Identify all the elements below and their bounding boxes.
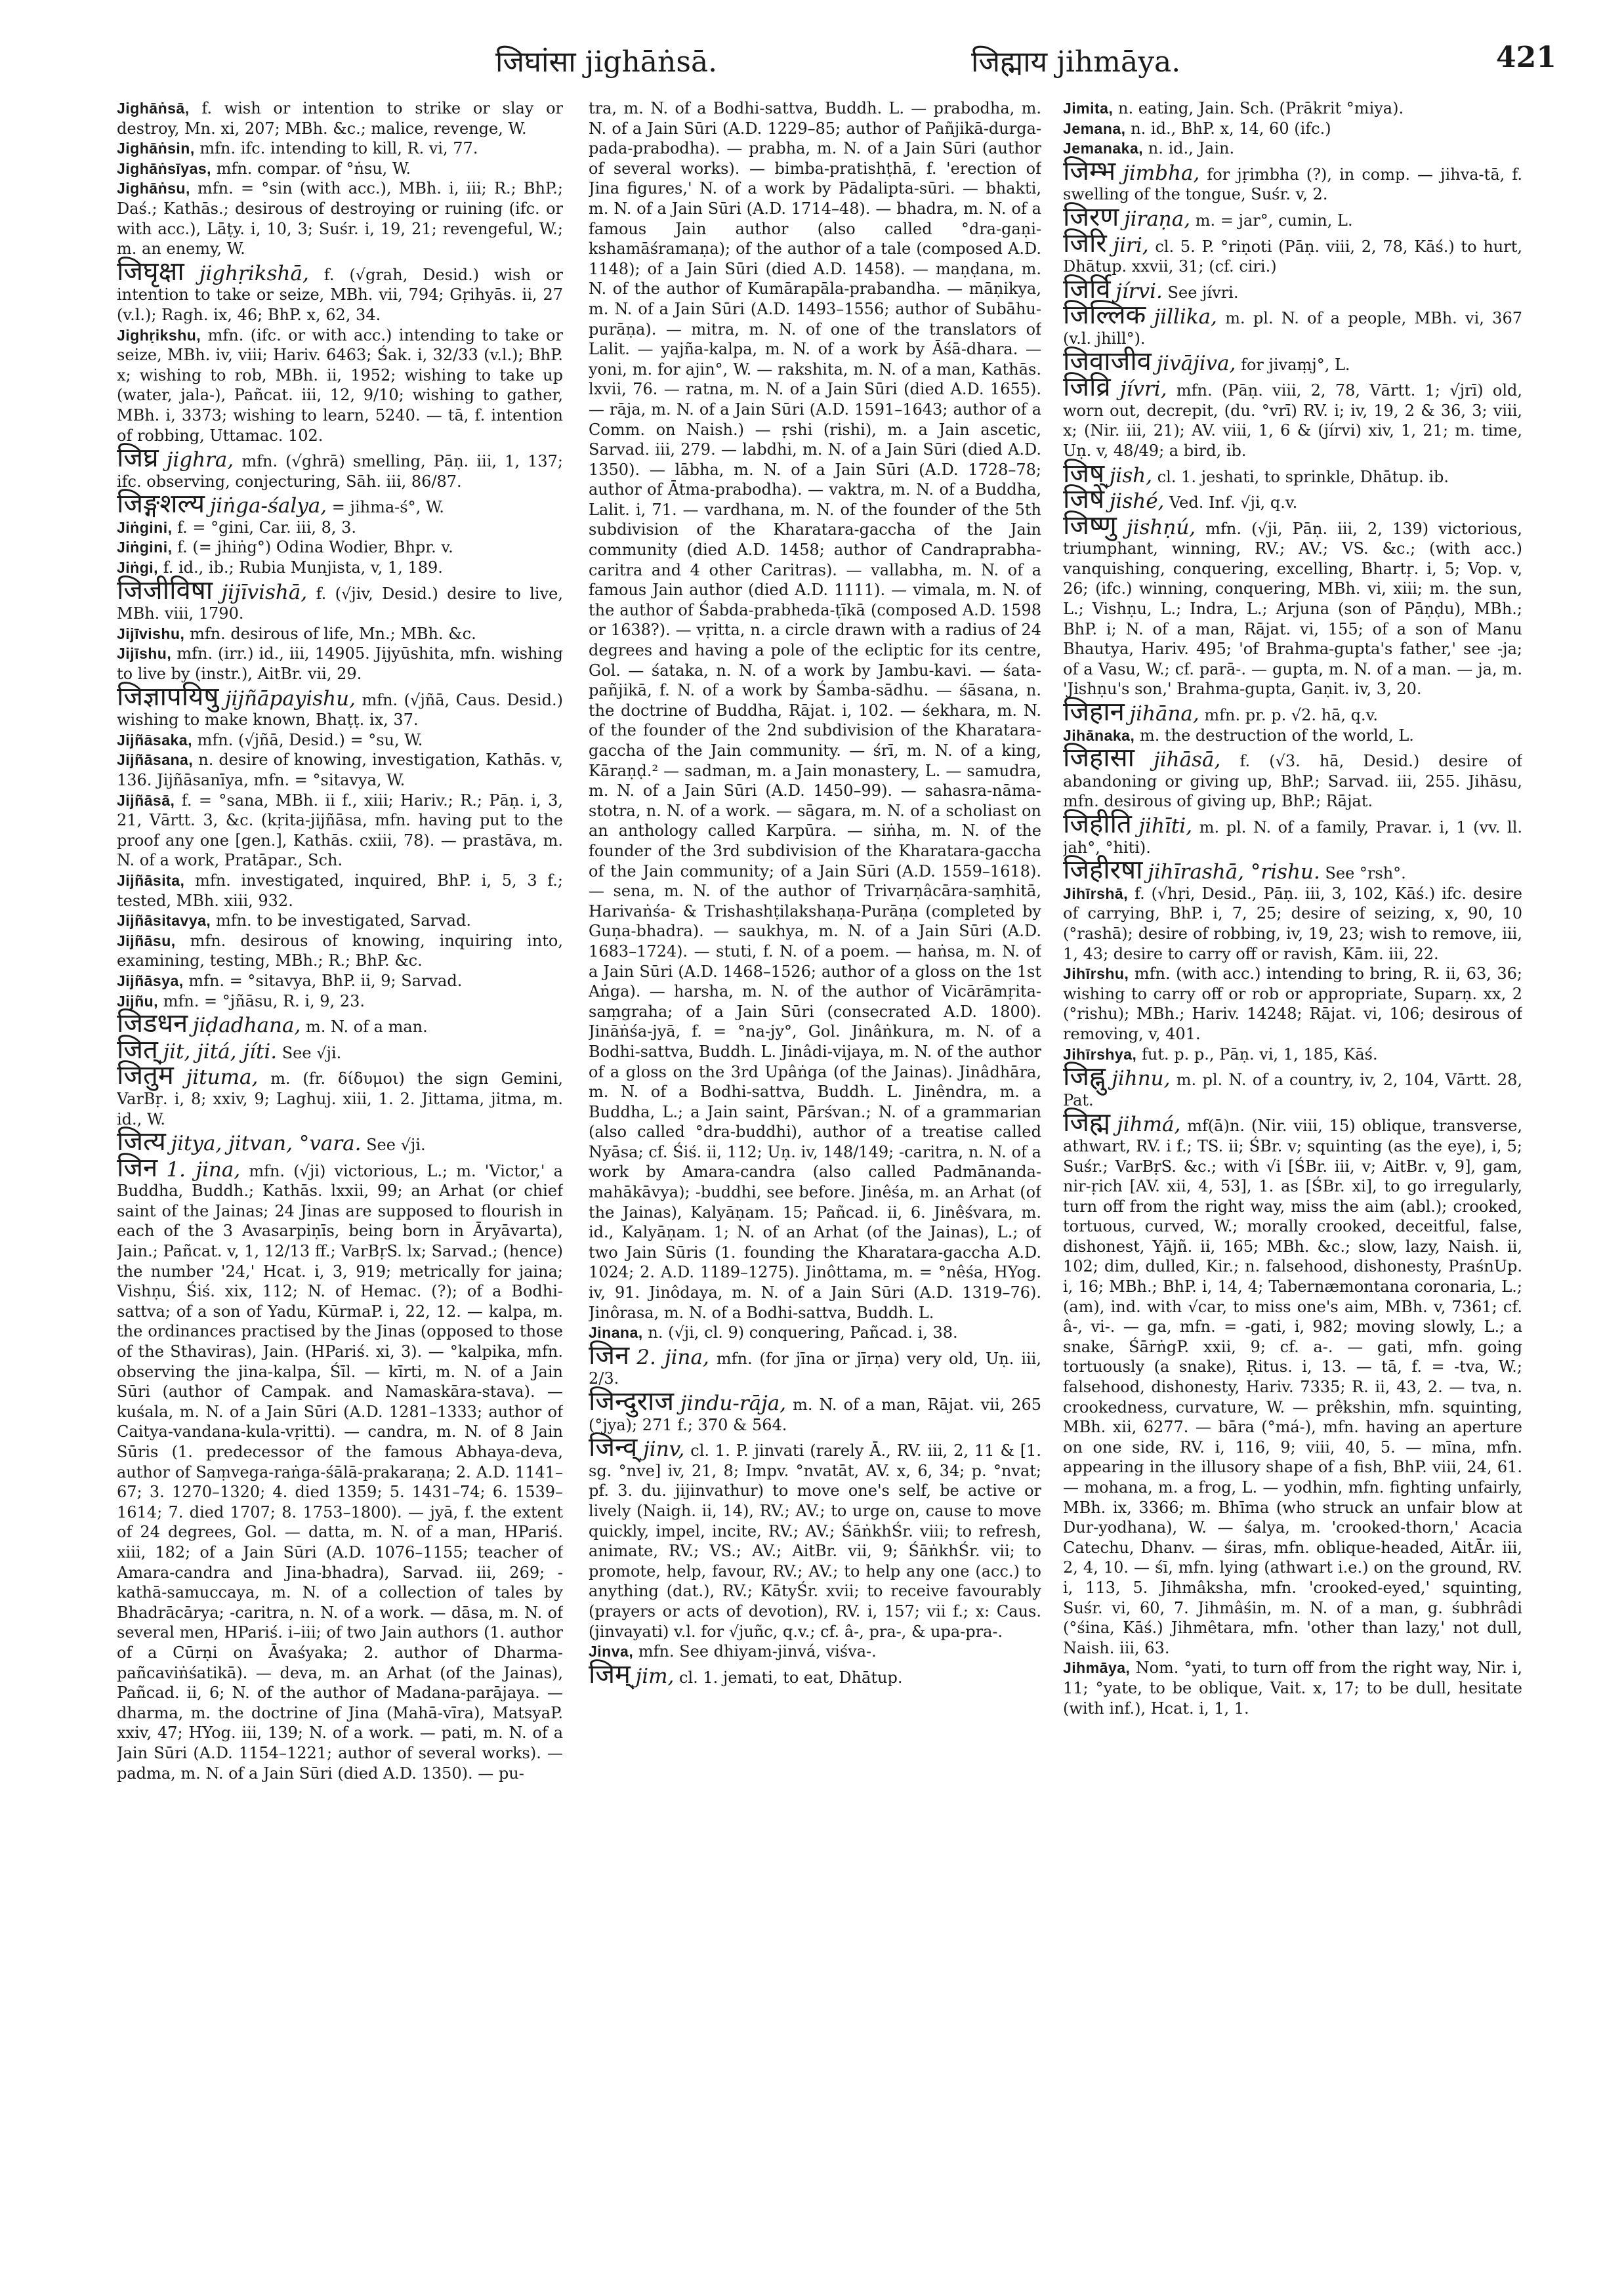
devanagari-headword: जिघृक्षा — [117, 256, 184, 287]
romanized-headword: jillika, — [1154, 305, 1217, 329]
header-center-catchword: जिह्माय jihmāya. — [971, 45, 1181, 79]
subentry-headword: Jijñāsaka, — [117, 731, 192, 749]
romanized-headword: jiḍadhana, — [192, 1014, 301, 1038]
entry-definition: cl. 1. jeshati, to sprinkle, Dhātup. ib. — [1152, 467, 1449, 486]
entry-definition: mfn. (Pāṇ. viii, 2, 78, Vārtt. 1; √jrī) old, worn out, decrepit, (du. °vrī) RV. i; iv, 19, 2 & 36, 3; viii, x; (Nir. iii, 21); AV. viii, 1, 6 & (jírvi) xiv, 1, 21; m. time, Uṇ. v, 48/49; a bird, ib. — [1063, 381, 1522, 460]
subentry-headword: Jighāṅsīyas, — [117, 159, 212, 177]
dictionary-entry — [1063, 745, 1522, 812]
entry-definition: m. N. of a man, Rājat. vii, 265 (°jya); 271 f.; 370 & 564. — [589, 1396, 1041, 1434]
subentry-headword: Jihmāya, — [1063, 1659, 1131, 1677]
devanagari-headword: जिन — [589, 1340, 630, 1371]
devanagari-headword: जिष् — [1063, 458, 1105, 489]
entry-definition: = jihma-ś°, W. — [327, 498, 444, 517]
subentry-headword: Jijīvishu, — [117, 625, 185, 642]
dictionary-entry — [589, 1642, 1041, 1662]
romanized-headword: jiṅga-śalya, — [209, 494, 327, 518]
devanagari-headword: जिहीति — [1063, 809, 1132, 839]
entry-definition: cl. 1. jemati, to eat, Dhātup. — [674, 1668, 903, 1687]
romanized-headword: 1. jina, — [166, 1157, 241, 1182]
dictionary-entry — [1063, 855, 1522, 886]
entry-definition: mfn. to be investigated, Sarvad. — [211, 911, 471, 930]
entry-definition: f. (√grah, Desid.) wish or intention to take or seize, MBh. vii, 794; Gṛihyās. ii, 27 (v.l.); Ragh. ix, 46; BhP. x, 62, 34. — [117, 265, 563, 324]
romanized-headword: jituma, — [186, 1065, 259, 1090]
dictionary-entry — [117, 98, 563, 138]
devanagari-headword: जिष्णु — [1063, 510, 1117, 541]
dictionary-entry — [1063, 372, 1522, 461]
entry-definition: n. (√ji, cl. 9) conquering, Pañcad. i, 38. — [642, 1323, 958, 1342]
entry-definition: mfn. (ifc. or with acc.) intending to take or seize, MBh. iv, viii; Hariv. 6463; Śak. i, 32/33 (v.l.); BhP. x; wishing to rob, MBh. ii, 1952; wishing to take up (water, jala-), Pañcat. iii, 12, 9/10; wishing to gather, MBh. i, 3373; wishing to learn, 5240. — tā, f. intention of robbing, Uttamac. 102. — [117, 325, 563, 445]
dictionary-entry — [1063, 138, 1522, 159]
entry-definition: f. wish or intention to strike or slay or destroy, Mn. xi, 207; MBh. &c.; malice, revenge, W. — [117, 99, 563, 138]
devanagari-headword: जिरि — [1063, 228, 1107, 258]
dictionary-entry — [117, 325, 563, 446]
subentry-headword: Jijñāsita, — [117, 871, 185, 889]
entry-definition: n. eating, Jain. Sch. (Prākrit °miya). — [1113, 99, 1404, 117]
entry-definition: f. (√3. hā, Desid.) desire of abandoning or giving up, BhP.; Sarvad. iii, 255. Jihāsu, mfn. desirous of giving up, BhP.; Rājat. — [1063, 752, 1522, 811]
subentry-headword: Jemana, — [1063, 119, 1126, 137]
romanized-headword: jihnu, — [1112, 1067, 1171, 1091]
dictionary-entry — [117, 624, 563, 644]
entry-definition: mfn. investigated, inquired, BhP. i, 5, 3 f.; tested, MBh. xiii, 932. — [117, 871, 563, 910]
dictionary-entry — [117, 971, 563, 991]
dictionary-entry — [117, 1060, 563, 1129]
page-number: 421 — [1496, 41, 1556, 74]
subentry-headword: Jinva, — [589, 1643, 634, 1661]
dictionary-entry — [117, 1008, 563, 1039]
dictionary-entry — [1063, 119, 1522, 139]
entry-definition: See √ji. — [361, 1136, 426, 1155]
dictionary-entry — [1063, 98, 1522, 119]
subentry-headword: Jimita, — [1063, 100, 1114, 117]
entry-definition: m. N. of a man. — [301, 1018, 428, 1037]
devanagari-headword: जित्य — [117, 1127, 166, 1157]
devanagari-headword: जिषे — [1063, 484, 1105, 515]
dictionary-entry — [117, 1034, 563, 1065]
romanized-headword: jishṇú, — [1126, 515, 1196, 539]
subentry-headword: Jighāṅsin, — [117, 140, 195, 157]
devanagari-headword: जिरण — [1063, 201, 1119, 232]
column-3 — [1063, 98, 1522, 2249]
dictionary-entry — [117, 518, 563, 538]
column-1 — [117, 98, 563, 2249]
devanagari-headword: जिजीविषा — [117, 575, 213, 606]
dictionary-entry — [1063, 228, 1522, 277]
entry-definition: m. pl. N. of a people, MBh. vi, 367 (v.l. jhill°). — [1063, 309, 1522, 348]
dictionary-entry — [589, 1659, 1041, 1689]
romanized-headword: jijñāpayishu, — [224, 686, 356, 711]
entry-definition: mfn. (irr.) id., iii, 14905. Jijyūshita, mfn. wishing to live by (instr.), AitBr. vii, 29. — [117, 644, 563, 684]
dictionary-entry — [117, 1129, 563, 1155]
devanagari-headword: जिडधन — [117, 1008, 188, 1039]
devanagari-headword: जित् — [117, 1034, 158, 1065]
entry-definition: m. = jar°, cumin, L. — [1190, 211, 1353, 230]
subentry-headword: Jighāṅsā, — [117, 100, 190, 117]
subentry-headword: Jijñāsitavya, — [117, 912, 211, 930]
subentry-headword: Jighṛikshu, — [117, 326, 201, 344]
devanagari-headword: जिहासा — [1063, 743, 1135, 774]
subentry-headword: Jihīrshā, — [1063, 884, 1129, 902]
romanized-headword: jírvi. — [1115, 279, 1163, 303]
devanagari-headword: जिघ्र — [117, 443, 159, 474]
dictionary-entry — [1063, 1107, 1522, 1658]
dictionary-entry — [117, 931, 563, 971]
romanized-headword: jihīrashā, °rishu. — [1148, 860, 1320, 884]
entry-definition: for jivaṃj°, L. — [1236, 355, 1350, 374]
dictionary-entry — [1063, 274, 1522, 304]
dictionary-entry — [117, 159, 563, 179]
dictionary-entry — [1063, 510, 1522, 699]
dictionary-entry — [589, 1386, 1041, 1435]
dictionary-entry — [117, 681, 563, 730]
dictionary-entry — [117, 1152, 563, 1783]
dictionary-entry — [1063, 484, 1522, 515]
dictionary-entry — [589, 98, 1041, 1323]
devanagari-headword: जितुम — [117, 1060, 174, 1091]
subentry-headword: Jijñāsu, — [117, 932, 176, 949]
dictionary-entry — [117, 871, 563, 911]
devanagari-headword: जिज्ञापयिषु — [117, 681, 219, 712]
devanagari-headword: जिर्वि — [1063, 274, 1111, 304]
entry-definition: m. pl. N. of a family, Pravar. i, 1 (vv. ll. jah°, °hiti). — [1063, 818, 1522, 857]
dictionary-entry — [589, 1432, 1041, 1642]
entry-definition: f. = °sana, MBh. ii f., xiii; Hariv.; R.; Pāṇ. i, 3, 21, Vārtt. 3, &c. (kṛita-jijñāsa, mfn. having put to the proof any one [gen.], Kathās. cxiii, 78). — prastāva, m. N. of a work, Pratāpar., Sch. — [117, 791, 563, 870]
devanagari-headword: जिहीरषा — [1063, 855, 1143, 886]
entry-definition: mfn. (√ji) victorious, L.; m. 'Victor,' a Buddha, Buddh.; Kathās. lxxii, 99; an Arhat (or chief saint of the Jainas; 24 Jinas are supposed to flourish in each of the 3 Avasarpiṇīs, being born in Āryāvarta), Jain.; Pañcat. v, 1, 12/13 ff.; VarBṛS. lx; Sarvad.; (hence) the number '24,' Hcat. i, 3, 919; metrically for jaina; Vishṇu, Śiś. xix, 112; N. of Hemac. (?); of a Bodhi-sattva; of a son of Yadu, KūrmaP. i, 22, 12. — kalpa, m. the ordinances practised by the Jinas (opposed to those of the Sthaviras), Jain. (HPariś. xi, 3). — °kalpika, mfn. observing the jina-kalpa, Śīl. — kīrti, m. N. of a Jain Sūri (author of Campak. and Namaskāra-stava). — kuśala, m. N. of a Jain Sūri (A.D. 1281–1333; author of Caitya-vandana-kula-vṛitti). — candra, m. N. of 8 Jain Sūris (1. predecessor of the famous Abhaya-deva, author of Saṃvega-raṅga-śālā-prakaraṇa; 2. A.D. 1141–67; 3. 1270–1320; 4. died 1359; 5. 1431–74; 6. 1539–1614; 7. died 1707; 8. 1753–1800). — jyā, f. the extent of 24 degrees, Gol. — datta, m. N. of a man, HPariś. xiii, 182; of a Jain Sūri (A.D. 1076–1155; teacher of Amara-candra and Jina-bhadra), Sarvad. iii, 269; -kathā-samuccaya, m. N. of a collection of tales by Bhadrācārya; -caritra, n. N. of a work. — dāsa, m. N. of several men, HPariś. i–iii; of two Jain authors (1. author of a Cūrṇi on Āvaśyaka; 2. author of Dharma-pañcaviṅśatikā). — deva, m. an Arhat (of the Jainas), Pañcad. ii, 6; N. of the author of Madana-parājaya. — dharma, m. the doctrine of Jina (Mahā-vīra), MatsyaP. xxiv, 47; HYog. iii, 139; N. of a work. — pati, m. N. of a Jain Sūri (A.D. 1154–1221; author of several works). — padma, m. N. of a Jain Sūri (died A.D. 1350). — pu- — [117, 1161, 563, 1783]
romanized-headword: jihāna, — [1129, 702, 1199, 726]
romanized-headword: jimbha, — [1123, 161, 1200, 185]
dictionary-entry — [589, 1340, 1041, 1389]
entry-definition: f. = °gini, Car. iii, 8, 3. — [172, 518, 357, 537]
romanized-headword: jishé, — [1109, 489, 1165, 514]
entry-definition: mfn. (√jñā, Desid.) = °su, W. — [192, 730, 423, 749]
entry-definition: cl. 5. P. °riṇoti (Pāṇ. viii, 2, 78, Kāś.) to hurt, Dhātup. xxvii, 31; (cf. ciri.) — [1063, 237, 1522, 276]
entry-definition: mfn. (√jñā, Caus. Desid.) wishing to make known, Bhaṭṭ. ix, 37. — [117, 690, 563, 730]
entry-definition: n. id., Jain. — [1143, 139, 1235, 158]
romanized-headword: jit, jitá, jíti. — [163, 1039, 278, 1064]
entry-definition: fut. p. p., Pāṇ. vi, 1, 185, Kāś. — [1136, 1044, 1378, 1064]
romanized-headword: jivājiva, — [1156, 351, 1236, 375]
dictionary-entry — [117, 138, 563, 159]
entry-definition: mfn. See dhiyam-jinvá, viśva-. — [633, 1642, 877, 1661]
dictionary-entry — [589, 1323, 1041, 1343]
romanized-headword: jinv, — [643, 1437, 685, 1462]
romanized-headword: jihāsā, — [1154, 748, 1221, 772]
dictionary-entry — [1063, 346, 1522, 377]
romanized-headword: jihmá, — [1117, 1113, 1181, 1137]
entry-definition: See √ji. — [277, 1043, 342, 1062]
entry-definition: mfn. (√ji, Pāṇ. iii, 2, 139) victorious, triumphant, winning, RV.; AV.; VS. &c.; (with acc.) vanquishing, conquering, excelling, Bhartṛ. i, 5; Vop. v, 26; (ifc.) winning, conquering, MBh. vi, xiii; m. the sun, L.; Vishṇu, L.; Indra, L.; Arjuna (son of Pāṇḍu), MBh.; BhP. i; N. of a man, Rājat. vi, 155; of a son of Manu Bhautya, Hariv. 495; 'of Brahma-gupta's father,' see -ja; of a Vasu, W.; cf. parā-. — gupta, m. N. of a man. — ja, m. 'Jishṇu's son,' Brahma-gupta, Gaṇit. iv, 3, 20. — [1063, 519, 1522, 699]
entry-definition: for jṛimbha (?), in comp. — jihva-tā, f. swelling of the tongue, Suśr. v, 2. — [1063, 165, 1522, 204]
dictionary-entry — [1063, 201, 1522, 232]
entry-definition: mfn. compar. of °ṅsu, W. — [211, 159, 411, 178]
devanagari-headword: जिन्दुराज — [589, 1386, 675, 1416]
subentry-headword: Jiṅgini, — [117, 518, 173, 536]
subentry-headword: Jighāṅsu, — [117, 180, 190, 197]
dictionary-entry — [1063, 699, 1522, 726]
romanized-headword: jindu-rāja, — [680, 1392, 787, 1415]
subentry-headword: Jijñāsā, — [117, 791, 175, 809]
entry-definition: mfn. = °jñāsu, R. i, 9, 23. — [158, 991, 365, 1010]
dictionary-entry — [1063, 809, 1522, 858]
entry-definition: Ved. Inf. √ji, q.v. — [1164, 493, 1298, 512]
entry-definition: mfn. = °sin (with acc.), MBh. i, iii; R.; BhP.; Daś.; Kathās.; desirous of destroying or ruining (ifc. or with acc.), Lāṭy. i, 10, 3; Suśr. i, 19, 21; revengeful, W.; m. an enemy, W. — [117, 179, 563, 258]
entry-definition: n. desire of knowing, investigation, Kathās. v, 136. Jijñāsanīya, mfn. = °sitavya, W. — [117, 751, 563, 789]
subentry-headword: Jiṅgi, — [117, 559, 159, 577]
header-left-catchword: जिघांसा jighāṅsā. — [495, 45, 718, 79]
subentry-headword: Jinana, — [589, 1324, 643, 1342]
devanagari-headword: जिन्व् — [589, 1432, 638, 1463]
entry-definition: mfn. desirous of knowing, inquiring into, examining, testing, MBh.; R.; BhP. &c. — [117, 931, 563, 970]
entry-definition: mfn. = °sitavya, BhP. ii, 9; Sarvad. — [183, 971, 463, 990]
dictionary-entry — [117, 750, 563, 790]
dictionary-entry — [117, 911, 563, 931]
dictionary-entry — [117, 537, 563, 558]
entry-definition: mfn. (√ghrā) smelling, Pāṇ. iii, 1, 137; ifc. observing, conjecturing, Sāh. iii, 86/87. — [117, 452, 563, 491]
entry-definition: cl. 1. P. jinvati (rarely Ā., RV. iii, 2, 11 & [1. sg. °nve] iv, 21, 8; Impv. °nvatāt, AV. x, 6, 34; p. °nvat; pf. 3. du. jijinvathur) to move one's self, be active or lively (Naigh. ii, 14), RV.; AV.; to urge on, cause to move quickly, impel, incite, RV.; AV.; ŚāṅkhŚr. viii; to refresh, animate, RV.; VS.; AV.; AitBr. vii, 9; ŚāṅkhŚr. vii; to promote, help, favour, RV.; AV.; to help any one (acc.) to anything (dat.), RV.; KātyŚr. xvii; to receive favourably (prayers or acts of devotion), RV. i, 157; vii f.; x: Caus. (jinvayati) v.l. for √juñc, q.v.; cf. â-, pra-, & upa-pra-. — [589, 1441, 1041, 1641]
devanagari-headword: जिहान — [1063, 697, 1125, 728]
dictionary-entry — [1063, 964, 1522, 1044]
subentry-headword: Jemanaka, — [1063, 140, 1144, 157]
subentry-headword: Jihīrshya, — [1063, 1045, 1137, 1063]
dictionary-entry — [117, 445, 563, 491]
devanagari-headword: जिव्रि — [1063, 372, 1111, 403]
romanized-headword: jihīti, — [1138, 814, 1193, 838]
entry-definition: mf(ā)n. (Nir. viii, 15) oblique, transverse, athwart, RV. i f.; TS. ii; ŚBr. v; squinting (as the eye), i, 5; Suśr.; VarBṛS. &c.; with √i [ŚBr. iii, v; AitBr. v, 9], gam, nir-ṛich [AV. xii, 4, 53], 1. as [ŚBr. xi], to go irregularly, turn off from the right way, miss the aim (abl.); crooked, tortuous, curved, W.; morally crooked, deceitful, false, dishonest, Yājñ. ii, 165; MBh. &c.; slow, lazy, Naish. ii, 102; dim, dulled, Kir.; n. falsehood, dishonesty, PraśnUp. i, 16; MBh.; BhP. i, 14, 4; Tabernæmontana coronaria, L.; (am), ind. with √car, to miss one's aim, MBh. v, 7361; cf. â-, vi-. — ga, mfn. = -gati, i, 982; moving slowly, L.; a snake, ŚārṅgP. xxii, 9; cf. a-. — gati, mfn. going tortuously (a snake), Ṛitus. i, 13. — tā, f. = -tva, W.; falsehood, dishonesty, Hariv. 7335; R. ii, 43, 2. — tva, n. crookedness, curvature, W. — prêkshin, mfn. squinting, MBh. xii, 6277. — bāra (°má-), mfn. having an aperture on one side, RV. i, 116, 9; viii, 40, 5. — mīna, mfn. appearing in the illusory shape of a fish, BhP. viii, 24, 61. — mohana, m. a frog, L. — yodhin, mfn. fighting unfairly, MBh. ix, 3366; m. Bhīma (who struck an unfair blow at Dur-yodhana), W. — śalya, m. 'crooked-thorn,' Acacia Catechu, Dhanv. — śiras, mfn. oblique-headed, AitĀr. iii, 2, 4, 10. — śī, mfn. lying (athwart i.e.) on the ground, RV. i, 113, 5. Jihmâksha, mfn. 'crooked-eyed,' squinting, Suśr. vi, 60, 7. Jihmâśin, m. N. of a man, g. śubhrâdi (°śina, Kāś.) Jihmêtara, mfn. 'other than lazy,' not dull, Naish. iii, 63. — [1063, 1117, 1522, 1657]
devanagari-headword: जिम्भ — [1063, 155, 1116, 186]
entry-definition: Nom. °yati, to turn off from the right way, Nir. i, 11; °yate, to be oblique, Vait. x, 17; to be dull, hesitate (with inf.), Hcat. i, 1, 1. — [1063, 1659, 1522, 1718]
dictionary-entry — [1063, 1658, 1522, 1718]
subentry-headword: Jiṅgini, — [117, 539, 173, 556]
dictionary-entry — [1063, 1044, 1522, 1065]
entry-definition: f. (= jhiṅg°) Odina Wodier, Bhpr. v. — [172, 538, 453, 557]
entry-definition: n. id., BhP. x, 14, 60 (ifc.) — [1125, 119, 1331, 138]
devanagari-headword: जिल्लिक — [1063, 300, 1146, 331]
entry-definition: m. pl. N. of a country, iv, 2, 104, Vārtt. 28, Pat. — [1063, 1071, 1522, 1109]
dictionary-entry — [1063, 458, 1522, 489]
romanized-headword: jitya, jitvan, °vara. — [171, 1132, 362, 1156]
subentry-headword: Jihānaka, — [1063, 726, 1135, 744]
dictionary-entry — [117, 256, 563, 325]
devanagari-headword: जिम् — [589, 1659, 631, 1689]
entry-definition: See °rsh°. — [1320, 864, 1406, 883]
entry-definition: f. (√jiv, Desid.) desire to live, MBh. viii, 1790. — [117, 584, 563, 623]
entry-definition: m. the destruction of the world, L. — [1135, 726, 1414, 745]
entry-definition: tra, m. N. of a Bodhi-sattva, Buddh. L. — prabodha, m. N. of a Jain Sūri (A.D. 1229–85; author of Pañjikā-durga-pada-prabodha). — prabha, m. N. of a Jain Sūri (author of several works). — bimba-pratishṭhā, f. 'erection of Jina figures,' N. of a work by Pādalipta-sūri. — bhakti, m. N. of a Jain Sūri (A.D. 1714–48). — bhadra, m. N. of a famous Jain author (also called °dra-gaṇi-kshamāśramaṇa); of the author of a tale (composed A.D. 1148); of a Jain Sūri (died A.D. 1458). — maṇḍana, m. N. of the author of Kumārapāla-prabandha. — māṇikya, m. N. of a Jain Sūri (A.D. 1493–1556; author of Subāhu-purāṇa). — mitra, m. N. of one of the translators of Lalit. — yajña-kalpa, m. N. of a work by Āśā-dhara. — yoni, m. for ajin°, W. — rakshita, m. N. of a man, Kathās. lxvii, 76. — ratna, m. N. of a Jain Sūri (died A.D. 1655). — rāja, m. N. of a Jain Sūri (A.D. 1591–1643; author of a Comm. on Naish.) — ṛshi (rishi), m. a Jain ascetic, Sarvad. iii, 279. — labdhi, m. N. of a Jain Sūri (died A.D. 1350). — lābha, m. N. of a Jain Sūri (A.D. 1728–78; author of Ātma-prabodha). — vaktra, m. N. of a Buddha, Lalit. i, 71. — vardhana, m. N. of the founder of the 5th subdivision of the Kharatara-gaccha of the Jain community (died A.D. 1458; author of Candraprabha-caritra and 4 other Caritras). — vallabha, m. N. of a famous Jain author (died A.D. 1111). — vimala, m. N. of the author of Śabda-prabheda-ṭīkā (composed A.D. 1598 or 1638?). — vṛitta, n. a circle drawn with a radius of 24 degrees and having a pole of the ecliptic for its centre, Gol. — śataka, n. N. of a work by Jambu-kavi. — śata-pañjikā, f. N. of a work by Śamba-sādhu. — śāsana, n. the doctrine of Buddha, Rājat. i, 102. — śekhara, m. N. of the founder of the 2nd subdivision of the Kharatara-gaccha of the Jain community. — śrī, m. N. of a king, Kāraṇḍ.² — sadman, m. a Jain monastery, L. — samudra, m. N. of a Jain Sūri (A.D. 1450–99). — sahasra-nāma-stotra, n. N. of a work. — sāgara, m. N. of a scholiast on an anthology called Karpūra. — siṅha, m. N. of the founder of the 3rd subdivision of the Kharatara-gaccha of the Jain community; of a Jain Sūri (A.D. 1559–1618). — sena, m. N. of the author of Trivarṇâcāra-saṃhitā, Harivaṅśa- & Trishashṭilakshaṇa-Purāṇa (completed by Guṇa-bhadra). — saukhya, m. N. of a Jain Sūri (A.D. 1683–1724). — stuti, f. N. of a poem. — haṅsa, m. N. of a Jain Sūri (A.D. 1468–1526; author of a gloss on the 1st Aṅga). — harsha, m. N. of the author of Vicārāmṛita-saṃgraha; of a Jain Sūri (consecrated A.D. 1800). Jināṅśa-jyā, f. = °na-jy°, Gol. Jinâṅkura, m. N. of a Bodhi-sattva, Buddh. L. Jinâdi-vijaya, m. N. of the author of a gloss on the 3rd Upâṅga (of the Jainas). Jinâdhāra, m. N. of a Bodhi-sattva, Buddh. L. Jinêndra, m. a Buddha, L.; a Jain saint, Pārśvan.; N. of a grammarian (also called °dra-buddhi), author of a treatise called Nyāsa; cf. Śiś. ii, 112; Uṇ. iv, 148/149; -caritra, n. N. of a work by Amara-candra (also called Padmānanda-mahākāvya); -buddhi, see before. Jinêśa, m. an Arhat (of the Jainas), Kalyāṇam. 15; Pañcad. ii, 6. Jinêśvara, m. id., Kalyāṇam. 1; N. of an Arhat (of the Jainas), L.; of two Jain Sūris (1. founding the Kharatara-gaccha A.D. 1024; 2. A.D. 1189–1275). Jinôttama, m. = °nêśa, HYog. iv, 91. Jinôdaya, m. N. of a Jain Sūri (A.D. 1319–76). Jinôrasa, m. N. of a Bodhi-sattva, Buddh. L. — [589, 99, 1041, 1322]
dictionary-entry — [117, 575, 563, 624]
entry-definition: mfn. pr. p. √2. hā, q.v. — [1199, 706, 1379, 725]
romanized-headword: jívri, — [1119, 377, 1167, 402]
romanized-headword: jiri, — [1113, 233, 1149, 257]
entry-definition: mfn. (for jīna or jīrṇa) very old, Uṇ. iii, 2/3. — [589, 1349, 1041, 1388]
entry-definition: m. (fr. δίδυμοι) the sign Gemini, VarBṛ. i, 8; xxiv, 9; Laghuj. xiii, 1. 2. Jittama, jitma, m. id., W. — [117, 1069, 563, 1128]
entry-definition: mfn. (with acc.) intending to bring, R. ii, 63, 36; wishing to carry off or rob or appropriate, Suparṇ. xx, 2 (°rishu); MBh.; Hariv. 14248; Rājat. vi, 106; desirous of removing, v, 401. — [1063, 964, 1522, 1043]
dictionary-entry — [117, 730, 563, 751]
dictionary-entry — [1063, 302, 1522, 348]
romanized-headword: jim, — [635, 1664, 675, 1688]
devanagari-headword: जिह्म — [1063, 1107, 1111, 1138]
subentry-headword: Jihīrshu, — [1063, 965, 1129, 983]
romanized-headword: jiraṇa, — [1123, 207, 1191, 231]
devanagari-headword: जिङ्गशल्य — [117, 489, 205, 520]
dictionary-entry — [117, 178, 563, 258]
subentry-headword: Jijñāsana, — [117, 751, 194, 769]
dictionary-entry — [117, 791, 563, 871]
entry-definition: mfn. desirous of life, Mn.; MBh. &c. — [184, 624, 476, 643]
subentry-headword: Jijñāsya, — [117, 972, 184, 989]
entry-definition: f. (√hṛi, Desid., Pāṇ. iii, 3, 102, Kāś.) ifc. desire of carrying, BhP. i, 7, 25; desire of seizing, x, 90, 10 (°rashā); desire of robbing, iv, 19, 23; wish to remove, iii, 1, 43; desire to carry off or ravish, Kām. iii, 22. — [1063, 884, 1522, 963]
page-header — [0, 0, 1624, 98]
dictionary-entry — [1063, 155, 1522, 205]
devanagari-headword: जिह्नु — [1063, 1062, 1106, 1092]
romanized-headword: jighṛikshā, — [199, 261, 309, 285]
devanagari-headword: जिवाजीव — [1063, 346, 1152, 377]
dictionary-entry — [117, 491, 563, 518]
romanized-headword: jighra, — [166, 448, 234, 472]
column-2 — [589, 98, 1041, 2249]
romanized-headword: jish, — [1109, 463, 1153, 487]
subentry-headword: Jijñu, — [117, 992, 159, 1010]
devanagari-headword: जिन — [117, 1152, 158, 1183]
entry-definition: See jívri. — [1162, 283, 1239, 302]
romanized-headword: jijīvishā, — [221, 580, 308, 604]
romanized-headword: 2. jina, — [636, 1345, 709, 1369]
subentry-headword: Jijīshu, — [117, 645, 172, 663]
entry-definition: f. id., ib.; Rubia Munjista, v, 1, 189. — [158, 558, 443, 577]
entry-definition: mfn. ifc. intending to kill, R. vi, 77. — [194, 139, 478, 158]
dictionary-entry — [1063, 1064, 1522, 1110]
dictionary-entry — [117, 644, 563, 684]
dictionary-entry — [1063, 884, 1522, 964]
